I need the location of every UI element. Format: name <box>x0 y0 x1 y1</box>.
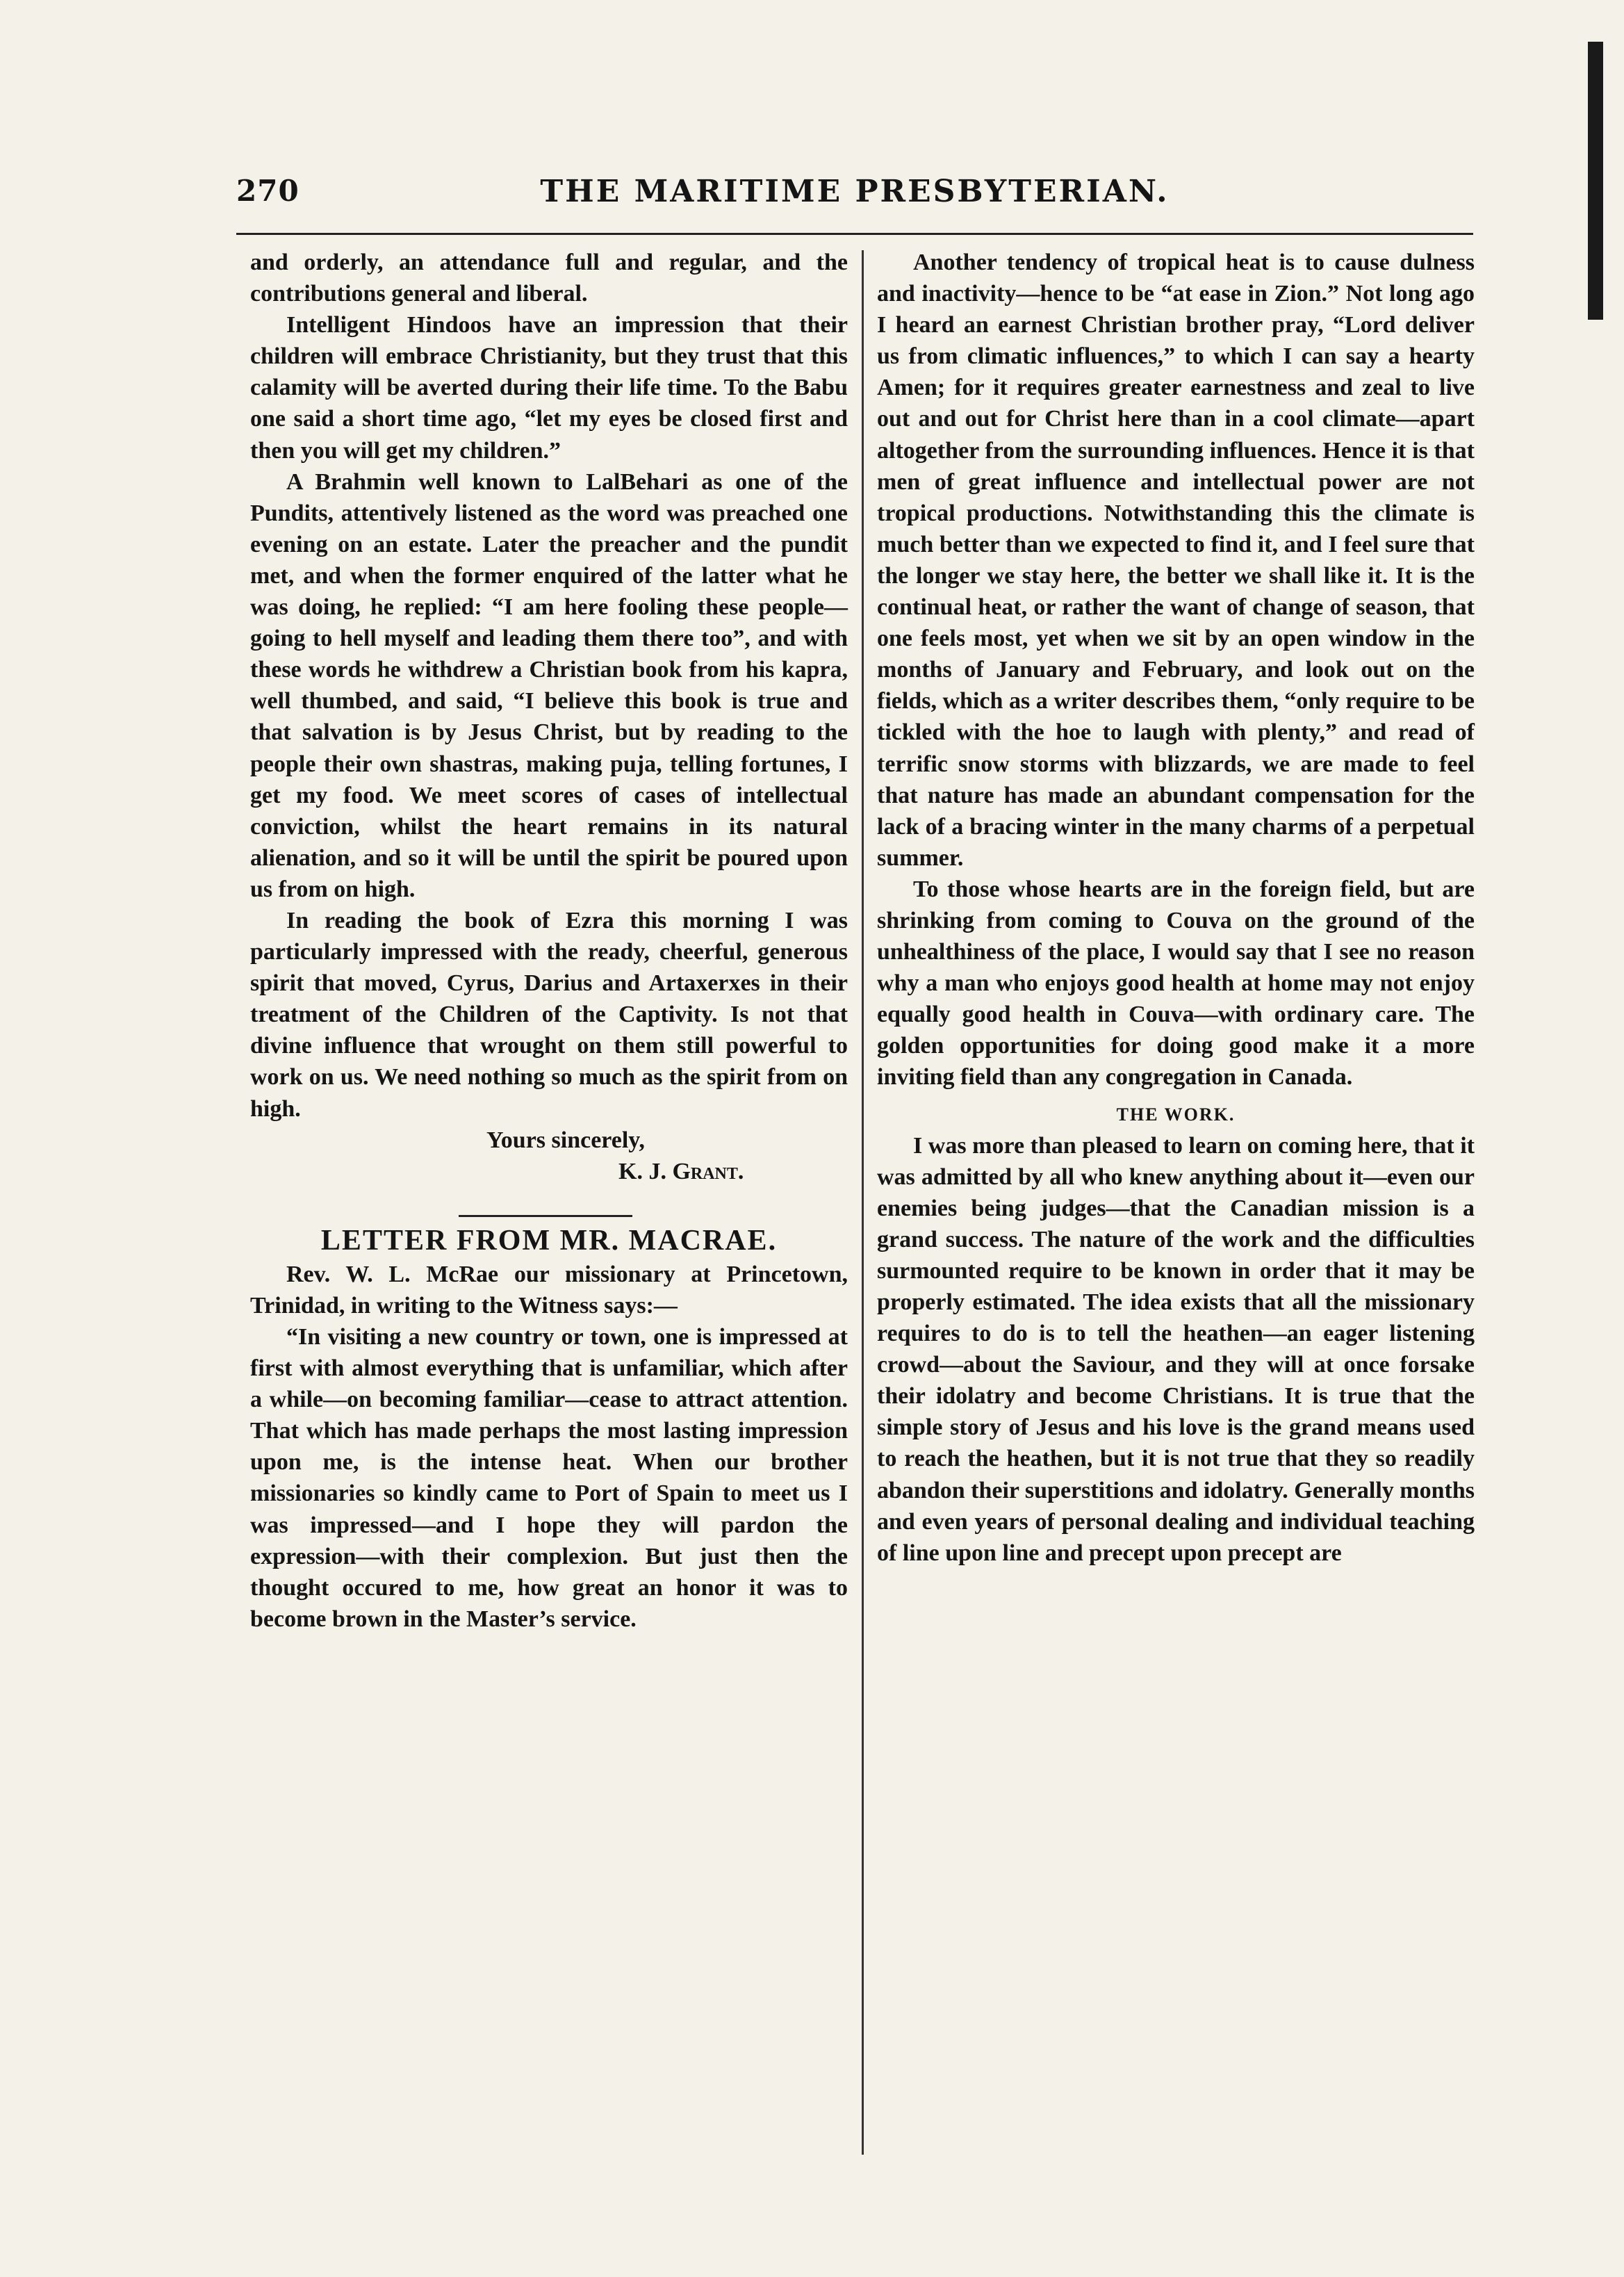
article-title: LETTER FROM MR. MACRAE. <box>320 1224 778 1257</box>
right-column <box>877 247 1475 1569</box>
signature: K. J. Grant. <box>618 1158 744 1184</box>
page-edge-mark <box>1588 42 1603 320</box>
article-separator-rule <box>459 1215 632 1217</box>
letter-sign-off <box>250 1125 848 1187</box>
left-column <box>250 247 848 1635</box>
page-number: 270 <box>236 174 300 208</box>
paragraph: To those whose hearts are in the foreign field, but are shrinking from coming to Couva on the ground of the unhealthiness of the place, I would say that I see no reason why a man who enjoys good health at home may not enjoy equally good health in Couva—with ordinary care. The golden opportunities for doing good make it a more inviting field than any congregation in Canada. <box>877 876 1475 1091</box>
column-divider <box>862 250 864 2155</box>
article-intro: Rev. W. L. McRae our missionary at Princetown, Trinidad, in writing to the Witness says:— <box>250 1261 848 1319</box>
paragraph: A Brahmin well known to LalBehari as one of the Pundits, attentively listened as the word was preached one evening on an estate. Later the preacher and the pundit met, and when the former enquired of the latter what he was doing, he replied: “I am here fooling these people—going to hell myself and leading them there too”, and with these words he withdrew a Christian book from his kapra, well thumbed, and said, “I believe this book is true and that salvation is by Jesus Christ, but by reading to the people their own shastras, making puja, telling fortunes, I get my food. We meet scores of cases of intellectual conviction, whilst the heart remains in its natural alienation, and so it will be until the spirit be poured upon us from on high. <box>250 468 848 902</box>
paragraph: In reading the book of Ezra this morning I was particularly impressed with the ready, cheerful, generous spirit that moved, Cyrus, Darius and Artaxerxes in their treatment of the Children of the Captivity. Is not that divine influence that wrought on them still powerful to work on us. We need nothing so much as the spirit from on high. <box>250 907 848 1122</box>
page-header <box>236 174 1473 222</box>
paragraph: I was more than pleased to learn on coming here, that it was admitted by all who knew anything about it—even our enemies being judges—that the Canadian mission is a grand success. The nature of the work and the difficulties surmounted require to be known in order that it may be properly estimated. The idea exists that all the missionary requires to do is to tell the heathen—an eager listening crowd—about the Saviour, and they will at once forsake their idolatry and become Christians. It is true that the simple story of Jesus and his love is the grand means used to reach the heathen, but it is not true that they so readily abandon their superstitions and idolatry. Generally months and even years of personal dealing and individual teaching of line upon line and precept upon precept are <box>877 1132 1475 1566</box>
paragraph: “In visiting a new country or town, one is impressed at first with almost everything that is unfamiliar, which after a while—on becoming familiar—cease to attract attention. That which has made perhaps the most lasting impression upon me, is the intense heat. When our brother missionaries so kindly came to Port of Spain to meet us I was impressed—and I hope they will pardon the expression—with their complexion. But just then the thought occured to me, how great an honor it was to become brown in the Master’s service. <box>250 1324 848 1632</box>
paragraph: Intelligent Hindoos have an impression that their children will embrace Christianity, but they trust that this calamity will be averted during their life time. To the Babu one said a short time ago, “let my eyes be closed first and then you will get my children.” <box>250 312 848 464</box>
running-title: THE MARITIME PRESBYTERIAN. <box>540 174 1170 209</box>
paragraph: and orderly, an attendance full and regular, and the contributions general and liberal. <box>250 250 848 307</box>
header-rule <box>236 233 1473 235</box>
paragraph: Another tendency of tropical heat is to cause dulness and inactivity—hence to be “at ease in Zion.” Not long ago I heard an earnest Christian brother pray, “Lord deliver us from climatic influences,” to which I can say a hearty Amen; for it requires greater earnestness and zeal to live out and out for Christ here than in a cool climate—apart altogether from the surrounding influences. Hence it is that men of great influence and intellectual power are not tropical productions. Notwithstanding this the climate is much better than we expected to find it, and I feel sure that the longer we stay here, the better we shall like it. It is the continual heat, or rather the want of change of season, that one feels most, yet when we sit by an open window in the months of January and February, and look out on the fields, which as a writer describes them, “only require to be tickled with the hoe to laugh with plenty,” and read of terrific snow storms with blizzards, we are made to feel that nature has made an abundant compensation for the lack of a bracing winter in the many charms of a perpetual summer. <box>877 250 1475 871</box>
closing: Yours sincerely, <box>486 1127 645 1153</box>
section-heading: THE WORK. <box>1116 1104 1236 1125</box>
